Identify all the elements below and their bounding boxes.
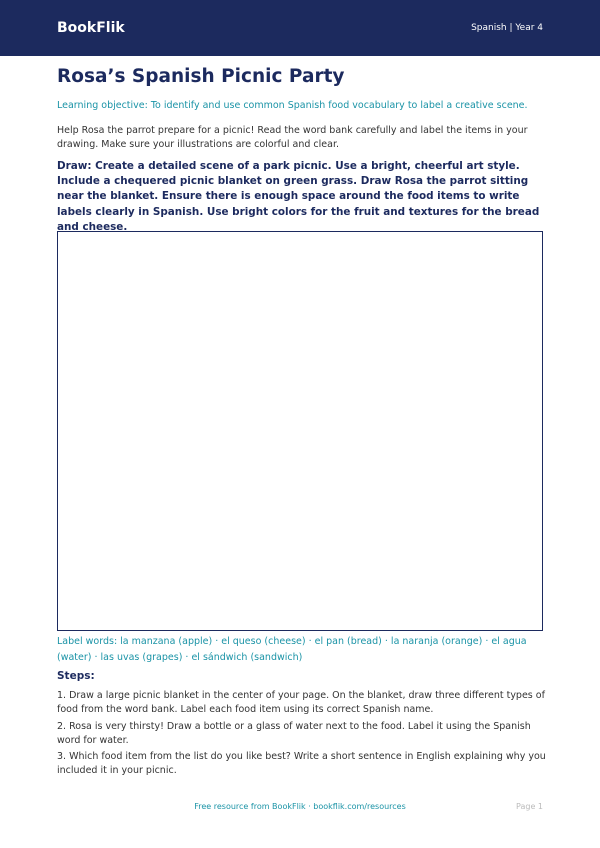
subject-year-label: Spanish | Year 4 [471,23,543,33]
step-item: 1. Draw a large picnic blanket in the center of your page. On the blanket, draw three different types of food from the word bank. Label each food item using its correct Spanish name. [57,690,545,715]
page-number: Page 1 [516,802,543,811]
learning-objective: Learning objective: To identify and use common Spanish food vocabulary to label a creative scene. [57,100,528,111]
steps-heading: Steps: [57,670,95,682]
word-bank: Label words: la manzana (apple) · el queso (cheese) · el pan (bread) · la naranja (orange) · el agua (water) · las uvas (grapes) · el sándwich (sandwich) [57,636,527,663]
step-item: 2. Rosa is very thirsty! Draw a bottle or a glass of water next to the food. Label it using the Spanish word for water. [57,721,531,746]
brand-logo: BookFlik [57,20,125,36]
header-bar [0,0,600,56]
footer-link-text: Free resource from BookFlik · bookflik.com/resources [194,802,406,811]
drawing-area[interactable] [57,231,543,631]
intro-text: Help Rosa the parrot prepare for a picnic! Read the word bank carefully and label the items in your drawing. Make sure your illustrations are colorful and clear. [57,125,528,150]
draw-instruction: Draw: Create a detailed scene of a park picnic. Use a bright, cheerful art style. Include a chequered picnic blanket on green grass. Draw Rosa the parrot sitting near the blanket. Ensure there is enough space around the food items to write labels clearly in Spanish. Use bright colors for the fruit and textures for the bread and cheese. [57,160,540,233]
page-title: Rosa’s Spanish Picnic Party [57,66,345,87]
step-item: 3. Which food item from the list do you like best? Write a short sentence in English explaining why you included it in your picnic. [57,751,546,776]
